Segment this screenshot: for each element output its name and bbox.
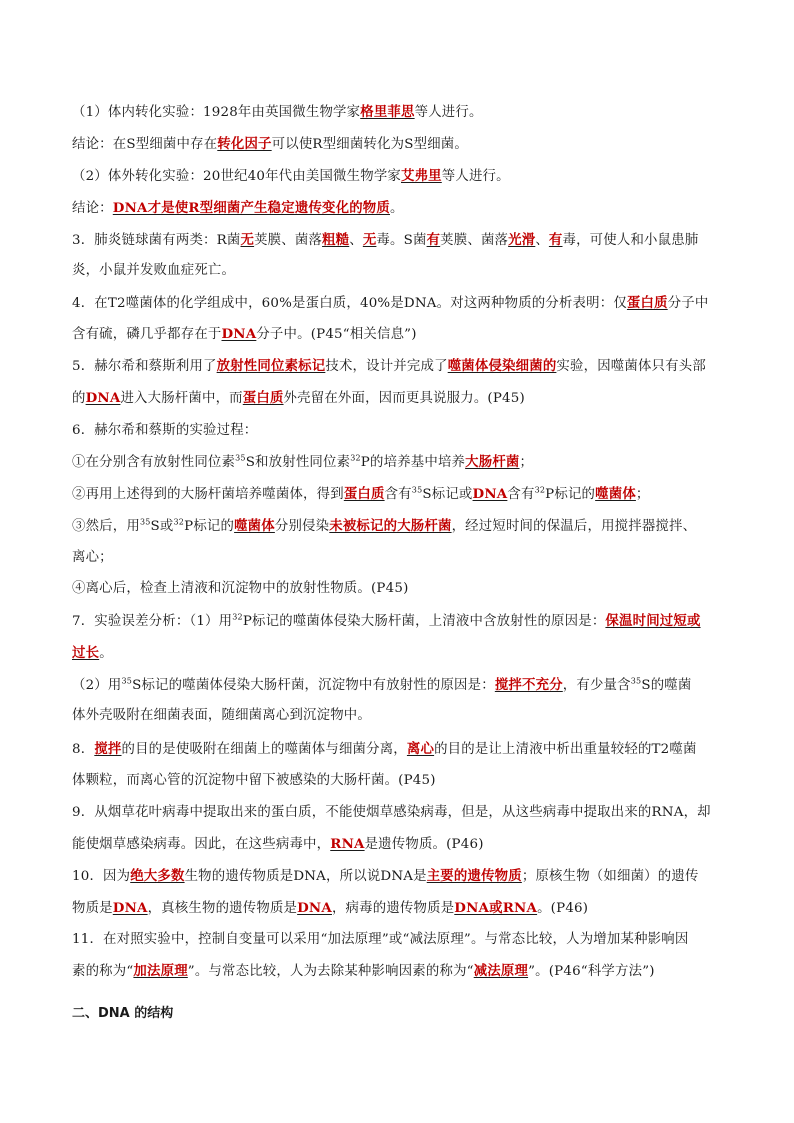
text-line	[72, 421, 732, 441]
text-run: 外壳留在外面，因而更具说服力。(P45)	[283, 391, 525, 406]
answer-blank: DNA才是使R型细菌产生稳定遗传变化的物质	[112, 200, 390, 216]
text-run: 素的称为“	[72, 964, 134, 979]
text-run: 是遗传物质。(P46)	[364, 837, 484, 852]
text-run: 荚膜、菌落	[254, 233, 323, 248]
text-run: 、	[349, 233, 363, 248]
answer-blank: DNA	[221, 326, 257, 342]
answer-blank: 无	[240, 232, 255, 248]
text-run: 含有	[507, 487, 535, 502]
answer-blank: 噬菌体	[234, 518, 275, 534]
text-line	[72, 803, 732, 823]
text-line	[72, 898, 732, 919]
text-line	[72, 516, 732, 537]
answer-blank: 放射性同位素标记	[216, 358, 326, 374]
text-line	[72, 166, 732, 187]
text-line	[72, 930, 732, 950]
text-run: 5．赫尔希和蔡斯利用了	[72, 359, 217, 374]
text-run: 荚膜、菌落	[440, 233, 509, 248]
isotope-superscript: 32	[232, 612, 243, 622]
answer-blank: 格里菲思	[360, 104, 415, 120]
text-run: 6．赫尔希和蔡斯的实验过程：	[72, 423, 258, 438]
answer-blank: 噬菌体	[595, 486, 636, 502]
text-run: ；原核生物（如细菌）的遗传	[521, 869, 699, 884]
text-line	[72, 261, 732, 281]
text-run: ①在分别含有放射性同位素	[72, 455, 236, 470]
text-run: 、	[535, 233, 549, 248]
answer-blank: 主要的遗传物质	[426, 868, 522, 884]
text-run: 毒，可使人和小鼠患肺	[562, 233, 699, 248]
text-line	[72, 771, 732, 791]
answer-blank: RNA	[330, 836, 365, 852]
text-run: 结论：在S型细菌中存在	[72, 137, 218, 152]
text-run: 分别侵染	[274, 519, 330, 534]
text-run: 体颗粒，而离心管的沉淀物中留下被感染的大肠杆菌。(P45)	[72, 773, 436, 788]
text-run: 4．在T2噬菌体的化学组成中，60%是蛋白质，40%是DNA。对这两种物质的分析表明：仅	[72, 296, 627, 311]
text-run: ③然后，用	[72, 519, 140, 534]
text-run: 分子中。(P45“相关信息”)	[256, 327, 417, 342]
text-run: 炎，小鼠并发败血症死亡。	[72, 263, 236, 278]
isotope-superscript: 35	[235, 453, 246, 463]
text-run: ”。(P46“科学方法”)	[528, 964, 655, 979]
isotope-superscript: 32	[350, 453, 361, 463]
text-run: 7．实验误差分析：（1）用	[72, 614, 233, 629]
text-run: 分子中	[667, 296, 709, 311]
text-run: ，经过短时间的保温后，用搅拌器搅拌、	[451, 519, 697, 534]
answer-blank: 有	[548, 232, 563, 248]
text-run: ”。与常态比较，人为去除某种影响因素的称为“	[187, 964, 474, 979]
text-run: （1）体内转化实验：1928年由英国微生物学家	[72, 105, 361, 120]
isotope-superscript: 32	[173, 517, 185, 527]
answer-blank: 蛋白质	[242, 390, 284, 406]
answer-blank: 加法原理	[133, 963, 188, 979]
text-run: 物质是	[72, 901, 113, 916]
answer-blank: DNA	[297, 900, 332, 916]
answer-blank: 减法原理	[473, 963, 529, 979]
text-line	[72, 548, 732, 568]
answer-blank: 粗糙	[322, 232, 350, 248]
text-run: S标记或	[422, 487, 473, 502]
text-line	[72, 230, 732, 251]
text-run: ；	[519, 455, 534, 470]
text-run: 的目的是让上清液中析出重量较轻的T2噬菌	[434, 742, 697, 757]
answer-blank: DNA	[112, 900, 148, 916]
text-run: P标记的噬菌体侵染大肠杆菌，上清液中含放射性的原因是：	[242, 614, 606, 629]
text-run: S标记的噬菌体侵染大肠杆菌，沉淀物中有放射性的原因是：	[132, 678, 495, 693]
text-line	[72, 388, 732, 409]
text-run: ④离心后，检查上清液和沉淀物中的放射性物质。(P45)	[72, 581, 409, 596]
text-run: 生物的遗传物质是DNA，所以说DNA是	[184, 869, 427, 884]
isotope-superscript: 35	[139, 517, 151, 527]
text-line	[72, 102, 732, 123]
text-line	[72, 198, 732, 219]
answer-blank: 光滑	[508, 232, 536, 248]
text-run: S的噬菌	[641, 678, 692, 693]
text-run: 含有硫，磷几乎都存在于	[72, 327, 222, 342]
answer-blank: DNA	[472, 486, 508, 502]
text-line	[72, 484, 732, 505]
text-run: （2）体外转化实验：20世纪40年代由美国微生物学家	[72, 169, 401, 184]
text-run: 3．肺炎链球菌有两类：R菌	[72, 233, 241, 248]
text-line	[72, 452, 732, 473]
text-run: 。	[390, 201, 404, 216]
text-line	[72, 675, 732, 696]
text-run: 离心；	[72, 550, 113, 565]
text-line	[72, 961, 732, 982]
text-run: ，真核生物的遗传物质是	[147, 901, 298, 916]
text-run: ；	[635, 487, 650, 502]
text-run: 10．因为	[72, 869, 131, 884]
text-run: 技术，设计并完成了	[325, 359, 448, 374]
text-run: 体外壳吸附在细菌表面，随细菌离心到沉淀物中。	[72, 708, 371, 723]
text-line	[72, 834, 732, 855]
isotope-superscript: 35	[630, 676, 642, 686]
text-run: 11．在对照实验中，控制自变量可以采用“加法原理”或“减法原理”。与常态比较，人为增加某种影响因	[72, 932, 689, 947]
answer-blank: 蛋白质	[343, 486, 385, 502]
text-run: 可以使R型细菌转化为S型细菌。	[271, 137, 468, 152]
text-line	[72, 293, 732, 314]
text-run: ②再用上述得到的大肠杆菌培养噬菌体，得到	[72, 487, 344, 502]
text-run: 进入大肠杆菌中，而	[120, 391, 243, 406]
text-line	[72, 356, 732, 377]
text-run: ，有少量含	[562, 678, 631, 693]
text-run: 的	[72, 391, 86, 406]
text-run: （2）用	[72, 678, 122, 693]
text-line	[72, 643, 732, 664]
answer-blank: 未被标记的大肠杆菌	[329, 518, 452, 534]
answer-blank: 噬菌体侵染细菌的	[447, 358, 557, 374]
section-heading: 二、DNA 的结构	[72, 1006, 174, 1021]
answer-blank: 过长	[72, 645, 100, 661]
text-run: S和放射性同位素	[245, 455, 351, 470]
answer-blank: 艾弗里	[401, 168, 442, 184]
text-line	[72, 706, 732, 726]
answer-blank: 转化因子	[217, 136, 272, 152]
text-run: 能使烟草感染病毒。因此，在这些病毒中，	[72, 837, 331, 852]
text-line	[72, 324, 732, 345]
answer-blank: 搅拌	[94, 741, 122, 757]
text-run: 含有	[384, 487, 412, 502]
answer-blank: 绝大多数	[130, 868, 185, 884]
text-line	[72, 611, 732, 632]
answer-blank: 有	[426, 232, 441, 248]
answer-blank: DNA	[85, 390, 121, 406]
text-line	[72, 739, 732, 760]
answer-blank: DNA或RNA	[454, 900, 538, 916]
text-run: 。(P46)	[537, 901, 589, 916]
text-run: 等人进行。	[441, 169, 510, 184]
text-run: 9．从烟草花叶病毒中提取出来的蛋白质，不能使烟草感染病毒，但是，从这些病毒中提取出来的RNA，却	[72, 805, 711, 820]
isotope-superscript: 35	[411, 485, 423, 495]
text-run: 实验，因噬菌体只有头部	[556, 359, 706, 374]
isotope-superscript: 35	[121, 676, 133, 686]
answer-blank: 无	[362, 232, 377, 248]
answer-blank: 大肠杆菌	[465, 454, 520, 470]
text-line	[72, 134, 732, 155]
answer-blank: 保温时间过短或	[605, 613, 701, 629]
text-run: S或	[150, 519, 174, 534]
text-run: P的培养基中培养	[360, 455, 466, 470]
text-run: 8．	[72, 742, 95, 757]
answer-blank: 离心	[406, 741, 435, 757]
answer-blank: 蛋白质	[626, 295, 668, 311]
text-line	[72, 579, 732, 599]
text-run: 等人进行。	[414, 105, 483, 120]
text-run: 结论：	[72, 201, 113, 216]
text-run: P标记的	[184, 519, 235, 534]
text-run: 。	[99, 646, 113, 661]
text-run: 毒。S菌	[376, 233, 427, 248]
text-run: 的目的是使吸附在细菌上的噬菌体与细菌分离，	[121, 742, 407, 757]
answer-blank: 搅拌不充分	[494, 677, 563, 693]
text-line	[72, 866, 732, 887]
text-run: ，病毒的遗传物质是	[331, 901, 455, 916]
isotope-superscript: 32	[534, 485, 546, 495]
text-run: P标记的	[545, 487, 596, 502]
